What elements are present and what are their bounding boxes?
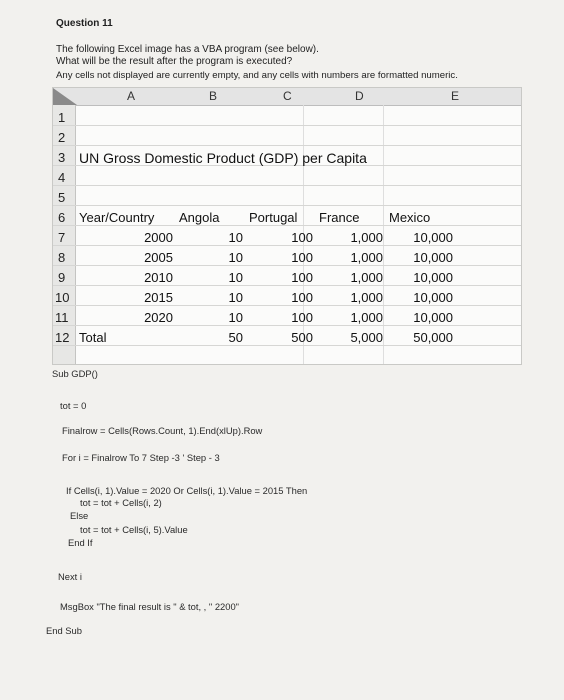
cell-e10[interactable]: 10,000: [413, 290, 453, 305]
row-header-3[interactable]: 3: [58, 150, 66, 165]
cell-b7[interactable]: 10: [228, 230, 243, 245]
cell-d10[interactable]: 1,000: [350, 290, 383, 305]
row-header-4[interactable]: 4: [58, 170, 66, 185]
row-header-5[interactable]: 5: [58, 190, 66, 205]
code-else: Else: [70, 510, 89, 521]
cell-c12[interactable]: 500: [291, 330, 313, 345]
column-header-d[interactable]: D: [355, 89, 364, 103]
row-header-9[interactable]: 9: [58, 270, 66, 285]
cell-a11[interactable]: 2020: [144, 310, 173, 325]
grid-divider: [53, 265, 521, 266]
cell-c7[interactable]: 100: [291, 230, 313, 245]
column-header-b[interactable]: B: [209, 89, 218, 103]
grid-divider: [53, 185, 521, 186]
cell-a10[interactable]: 2015: [144, 290, 173, 305]
row-header-10[interactable]: 10: [55, 290, 70, 305]
cell-a12-total[interactable]: Total: [79, 330, 107, 345]
intro-line-2: What will be the result after the program is executed?: [56, 56, 293, 67]
grid-divider: [53, 225, 521, 226]
intro-line-1: The following Excel image has a VBA program (see below).: [56, 44, 319, 55]
cell-d12[interactable]: 5,000: [350, 330, 383, 345]
cell-e7[interactable]: 10,000: [413, 230, 453, 245]
cell-d6-header[interactable]: France: [319, 210, 360, 225]
cell-b8[interactable]: 10: [228, 250, 243, 265]
cell-e9[interactable]: 10,000: [413, 270, 453, 285]
cell-a6-header[interactable]: Year/Country: [79, 210, 155, 225]
grid-divider: [53, 285, 521, 286]
grid-divider: [53, 325, 521, 326]
cell-d7[interactable]: 1,000: [350, 230, 383, 245]
cell-b9[interactable]: 10: [228, 270, 243, 285]
row-header-11[interactable]: 11: [55, 310, 69, 325]
column-header-bar: [53, 88, 521, 106]
cell-e11[interactable]: 10,000: [413, 310, 453, 325]
cell-b10[interactable]: 10: [228, 290, 243, 305]
column-header-a[interactable]: A: [127, 89, 136, 103]
cell-c10[interactable]: 100: [291, 290, 313, 305]
code-tot-add-col5: tot = tot + Cells(i, 5).Value: [80, 524, 188, 535]
code-tot-init: tot = 0: [60, 400, 87, 411]
cell-b12[interactable]: 50: [228, 330, 243, 345]
code-for-loop: For i = Finalrow To 7 Step -3 ' Step - 3: [62, 452, 220, 463]
cell-d11[interactable]: 1,000: [350, 310, 383, 325]
grid-divider: [53, 245, 521, 246]
column-header-c[interactable]: C: [283, 89, 292, 103]
cell-e8[interactable]: 10,000: [413, 250, 453, 265]
row-header-1[interactable]: 1: [58, 110, 66, 125]
cell-b11[interactable]: 10: [228, 310, 243, 325]
cell-c9[interactable]: 100: [291, 270, 313, 285]
code-finalrow: Finalrow = Cells(Rows.Count, 1).End(xlUp).Row: [62, 425, 263, 436]
row-header-2[interactable]: 2: [58, 130, 66, 145]
question-title: Question 11: [56, 18, 113, 29]
intro-line-3: Any cells not displayed are currently empty, and any cells with numbers are formatted numeric.: [56, 70, 458, 81]
grid-divider: [53, 345, 521, 346]
code-if-line: If Cells(i, 1).Value = 2020 Or Cells(i, 1).Value = 2015 Then: [66, 485, 308, 496]
grid-divider: [53, 125, 521, 126]
grid-divider: [53, 205, 521, 206]
grid-divider: [53, 145, 521, 146]
code-tot-add-col2: tot = tot + Cells(i, 2): [80, 497, 162, 508]
cell-d8[interactable]: 1,000: [350, 250, 383, 265]
cell-d9[interactable]: 1,000: [350, 270, 383, 285]
code-sub-declaration: Sub GDP(): [52, 368, 98, 379]
grid-divider: [53, 305, 521, 306]
cell-a7[interactable]: 2000: [144, 230, 173, 245]
code-end-if: End If: [68, 537, 93, 548]
row-header-6[interactable]: 6: [58, 210, 66, 225]
spreadsheet: [52, 87, 522, 365]
column-header-e[interactable]: E: [451, 89, 460, 103]
code-msgbox: MsgBox "The final result is " & tot, , " 2200": [60, 601, 240, 612]
row-header-12[interactable]: 12: [55, 330, 70, 345]
code-next: Next i: [58, 571, 82, 582]
cell-e12[interactable]: 50,000: [413, 330, 453, 345]
row-header-7[interactable]: 7: [58, 230, 66, 245]
code-end-sub: End Sub: [46, 625, 82, 636]
cell-a3-title[interactable]: UN Gross Domestic Product (GDP) per Capita: [79, 150, 367, 166]
cell-e6-header[interactable]: Mexico: [389, 210, 431, 225]
cell-a9[interactable]: 2010: [144, 270, 173, 285]
cell-c8[interactable]: 100: [291, 250, 313, 265]
cell-a8[interactable]: 2005: [144, 250, 173, 265]
cell-b6-header[interactable]: Angola: [179, 210, 220, 225]
select-all-corner[interactable]: [53, 88, 77, 105]
row-header-8[interactable]: 8: [58, 250, 66, 265]
cell-c11[interactable]: 100: [291, 310, 313, 325]
cell-c6-header[interactable]: Portugal: [249, 210, 298, 225]
